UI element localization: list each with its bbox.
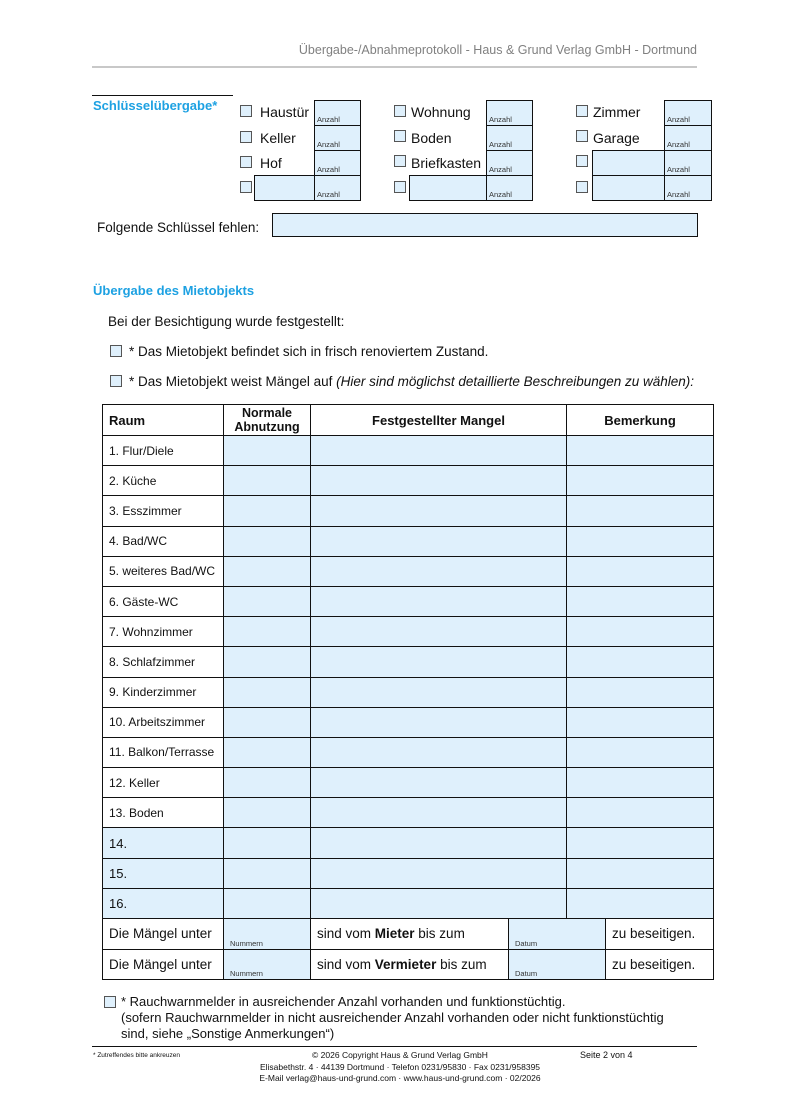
defect-field[interactable]	[311, 556, 567, 586]
count-hint: Anzahl	[317, 140, 340, 149]
room-cell: 1. Flur/Diele	[103, 436, 224, 466]
remark-field[interactable]	[567, 888, 714, 918]
table-row	[103, 768, 714, 798]
key-checkbox-wohnung[interactable]	[394, 105, 406, 117]
table-row	[103, 707, 714, 737]
defects-table	[102, 404, 714, 919]
renovated-label: * Das Mietobjekt befindet sich in frisch renoviertem Zustand.	[129, 344, 489, 359]
room-custom-field[interactable]: 14.	[103, 828, 224, 858]
normal-wear-field[interactable]	[224, 436, 311, 466]
inspection-intro: Bei der Besichtigung wurde festgestellt:	[108, 314, 345, 329]
key-count-field[interactable]	[314, 100, 361, 126]
room-cell: 5. weiteres Bad/WC	[103, 556, 224, 586]
key-count-field[interactable]	[664, 100, 712, 126]
table-row	[103, 556, 714, 586]
normal-wear-field[interactable]	[224, 496, 311, 526]
column-header-normal-wear	[224, 405, 311, 436]
key-custom-name-field[interactable]	[592, 150, 665, 176]
key-count-field[interactable]	[486, 175, 533, 201]
table-row	[103, 737, 714, 767]
footer-copyright: © 2026 Copyright Haus & Grund Verlag GmbH	[312, 1050, 488, 1060]
footer-center	[230, 1050, 570, 1085]
defect-field[interactable]	[311, 647, 567, 677]
count-hint: Anzahl	[317, 165, 340, 174]
key-label: Keller	[260, 130, 296, 146]
text: bis zum	[436, 956, 487, 972]
key-checkbox-custom[interactable]	[576, 155, 588, 167]
remedy-suffix: zu beseitigen.	[606, 919, 714, 950]
defect-field[interactable]	[311, 737, 567, 767]
key-checkbox-haustuer[interactable]	[240, 105, 252, 117]
date-hint: Datum	[515, 938, 538, 948]
footer-note: * Zutreffendes bitte ankreuzen	[93, 1052, 180, 1059]
numbers-hint: Nummern	[230, 969, 263, 978]
remark-field[interactable]	[567, 556, 714, 586]
normal-wear-field[interactable]	[224, 466, 311, 496]
date-hint: Datum	[515, 969, 538, 978]
missing-keys-label: Folgende Schlüssel fehlen:	[97, 220, 260, 235]
header-line: Abnutzung	[234, 420, 300, 434]
key-checkbox-custom[interactable]	[394, 181, 406, 193]
remedy-prefix: Die Mängel unter	[103, 919, 224, 950]
table-row	[103, 888, 714, 918]
key-count-field[interactable]	[314, 175, 361, 201]
remark-field[interactable]	[567, 828, 714, 858]
deadline-date-field[interactable]	[509, 919, 606, 950]
key-label: Briefkasten	[411, 155, 482, 171]
room-cell: 7. Wohnzimmer	[103, 617, 224, 647]
defect-field[interactable]	[311, 828, 567, 858]
remark-field[interactable]	[567, 496, 714, 526]
remark-field[interactable]	[567, 707, 714, 737]
table-row	[103, 586, 714, 616]
remark-field[interactable]	[567, 737, 714, 767]
defect-field[interactable]	[311, 768, 567, 798]
remark-field[interactable]	[567, 526, 714, 556]
count-hint: Anzahl	[667, 115, 690, 124]
defects-text: * Das Mietobjekt weist Mängel auf	[129, 374, 333, 389]
key-checkbox-keller[interactable]	[240, 131, 252, 143]
count-hint: Anzahl	[317, 190, 340, 199]
column-header-room: Raum	[103, 405, 224, 436]
normal-wear-field[interactable]	[224, 677, 311, 707]
key-checkbox-briefkasten[interactable]	[394, 155, 406, 167]
missing-keys-field[interactable]	[272, 213, 698, 237]
key-checkbox-custom[interactable]	[576, 181, 588, 193]
room-cell: 6. Gäste-WC	[103, 586, 224, 616]
key-label: Garage	[593, 130, 640, 146]
party-name: Mieter	[374, 926, 415, 942]
table-row	[103, 526, 714, 556]
table-row	[103, 436, 714, 466]
room-cell: 10. Arbeitszimmer	[103, 707, 224, 737]
table-row	[103, 858, 714, 888]
deadline-date-field[interactable]	[509, 949, 606, 980]
room-cell: 2. Küche	[103, 466, 224, 496]
defect-numbers-field[interactable]	[224, 919, 311, 950]
normal-wear-field[interactable]	[224, 617, 311, 647]
page-header-title: Übergabe-/Abnahmeprotokoll - Haus & Grund Verlag GmbH - Dortmund	[298, 43, 697, 57]
key-label: Zimmer	[593, 104, 641, 120]
page-number: Seite 2 von 4	[580, 1050, 633, 1060]
key-checkbox-garage[interactable]	[576, 130, 588, 142]
remark-field[interactable]	[567, 617, 714, 647]
remedy-suffix: zu beseitigen.	[606, 949, 714, 980]
room-cell: 12. Keller	[103, 768, 224, 798]
normal-wear-field[interactable]	[224, 707, 311, 737]
normal-wear-field[interactable]	[224, 586, 311, 616]
defect-field[interactable]	[311, 436, 567, 466]
remedy-row-tenant	[103, 919, 714, 950]
footer-contact: E-Mail verlag@haus-und-grund.com · www.haus-und-grund.com · 02/2026	[259, 1073, 541, 1083]
text: bis zum	[414, 926, 465, 942]
normal-wear-field[interactable]	[224, 888, 311, 918]
count-hint: Anzahl	[489, 190, 512, 199]
table-header-row	[103, 405, 714, 436]
normal-wear-field[interactable]	[224, 798, 311, 828]
normal-wear-field[interactable]	[224, 526, 311, 556]
remark-field[interactable]	[567, 436, 714, 466]
key-custom-name-field[interactable]	[592, 175, 665, 201]
text: sind vom	[317, 926, 375, 942]
key-label: Boden	[411, 130, 452, 146]
key-checkbox-hof[interactable]	[240, 156, 252, 168]
defect-field[interactable]	[311, 466, 567, 496]
room-cell: 8. Schlafzimmer	[103, 647, 224, 677]
smoke-line: sind, siehe „Sonstige Anmerkungen“)	[121, 1026, 335, 1041]
defect-field[interactable]	[311, 858, 567, 888]
smoke-line: * Rauchwarnmelder in ausreichender Anzahl vorhanden und funktionstüchtig.	[121, 994, 566, 1009]
remark-field[interactable]	[567, 647, 714, 677]
count-hint: Anzahl	[489, 115, 512, 124]
key-count-field[interactable]	[314, 125, 361, 151]
table-row	[103, 466, 714, 496]
room-cell: 4. Bad/WC	[103, 526, 224, 556]
renovated-checkbox[interactable]	[110, 345, 122, 357]
remedy-table	[102, 918, 714, 980]
normal-wear-field[interactable]	[224, 737, 311, 767]
normal-wear-field[interactable]	[224, 858, 311, 888]
defects-hint: (Hier sind möglichst detaillierte Beschreibungen zu wählen):	[336, 374, 695, 389]
count-hint: Anzahl	[667, 165, 690, 174]
count-hint: Anzahl	[667, 190, 690, 199]
key-custom-name-field[interactable]	[254, 175, 315, 201]
key-count-field[interactable]	[664, 125, 712, 151]
remark-field[interactable]	[567, 768, 714, 798]
key-count-field[interactable]	[664, 150, 712, 176]
column-header-defect: Festgestellter Mangel	[311, 405, 567, 436]
defect-field[interactable]	[311, 526, 567, 556]
room-custom-field[interactable]: 15.	[103, 858, 224, 888]
text: sind vom	[317, 956, 375, 972]
table-row	[103, 677, 714, 707]
key-count-field[interactable]	[486, 150, 533, 176]
remedy-party-text	[311, 919, 509, 950]
header-line: Normale	[241, 406, 293, 420]
table-row	[103, 647, 714, 677]
table-row	[103, 828, 714, 858]
defect-field[interactable]	[311, 798, 567, 828]
room-cell: 13. Boden	[103, 798, 224, 828]
smoke-line: (sofern Rauchwarnmelder in nicht ausreichender Anzahl vorhanden oder nicht funktionstüchtig	[121, 1010, 664, 1025]
room-cell: 3. Esszimmer	[103, 496, 224, 526]
defects-label	[129, 374, 694, 389]
defect-field[interactable]	[311, 707, 567, 737]
key-label: Wohnung	[411, 104, 471, 120]
remedy-row-landlord	[103, 949, 714, 980]
key-checkbox-zimmer[interactable]	[576, 105, 588, 117]
key-label: Hof	[260, 155, 282, 171]
defect-field[interactable]	[311, 617, 567, 647]
footer-divider	[92, 1046, 697, 1047]
table-row	[103, 496, 714, 526]
handover-section-title: Übergabe des Mietobjekts	[93, 283, 255, 298]
count-hint: Anzahl	[489, 140, 512, 149]
count-hint: Anzahl	[317, 115, 340, 124]
count-hint: Anzahl	[489, 165, 512, 174]
normal-wear-field[interactable]	[224, 768, 311, 798]
defect-field[interactable]	[311, 586, 567, 616]
keys-section-title: Schlüsselübergabe*	[93, 98, 218, 113]
key-count-field[interactable]	[314, 150, 361, 176]
defects-checkbox[interactable]	[110, 375, 122, 387]
table-row	[103, 617, 714, 647]
room-cell: 9. Kinderzimmer	[103, 677, 224, 707]
party-name: Vermieter	[374, 956, 437, 972]
remedy-prefix: Die Mängel unter	[103, 949, 224, 980]
remark-field[interactable]	[567, 677, 714, 707]
count-hint: Anzahl	[667, 140, 690, 149]
normal-wear-field[interactable]	[224, 556, 311, 586]
column-header-remark: Bemerkung	[567, 405, 714, 436]
defect-field[interactable]	[311, 888, 567, 918]
remark-field[interactable]	[567, 466, 714, 496]
remark-field[interactable]	[567, 798, 714, 828]
defect-field[interactable]	[311, 677, 567, 707]
key-count-field[interactable]	[664, 175, 712, 201]
section-divider	[92, 95, 233, 96]
remedy-party-text	[311, 949, 509, 980]
key-count-field[interactable]	[486, 100, 533, 126]
defect-numbers-field[interactable]	[224, 949, 311, 980]
smoke-detector-checkbox[interactable]	[104, 996, 116, 1008]
footer-address: Elisabethstr. 4 · 44139 Dortmund · Telefon 0231/95830 · Fax 0231/958395	[259, 1061, 541, 1072]
room-custom-field[interactable]: 16.	[103, 888, 224, 918]
numbers-hint: Nummern	[230, 938, 263, 948]
normal-wear-field[interactable]	[224, 647, 311, 677]
defect-field[interactable]	[311, 496, 567, 526]
key-custom-name-field[interactable]	[409, 175, 487, 201]
key-checkbox-boden[interactable]	[394, 130, 406, 142]
key-count-field[interactable]	[486, 125, 533, 151]
table-row	[103, 798, 714, 828]
remark-field[interactable]	[567, 858, 714, 888]
smoke-detector-text	[121, 994, 664, 1042]
remark-field[interactable]	[567, 586, 714, 616]
header-divider	[92, 66, 697, 68]
normal-wear-field[interactable]	[224, 828, 311, 858]
key-checkbox-custom[interactable]	[240, 181, 252, 193]
room-cell: 11. Balkon/Terrasse	[103, 737, 224, 767]
key-label: Haustür	[260, 104, 310, 120]
